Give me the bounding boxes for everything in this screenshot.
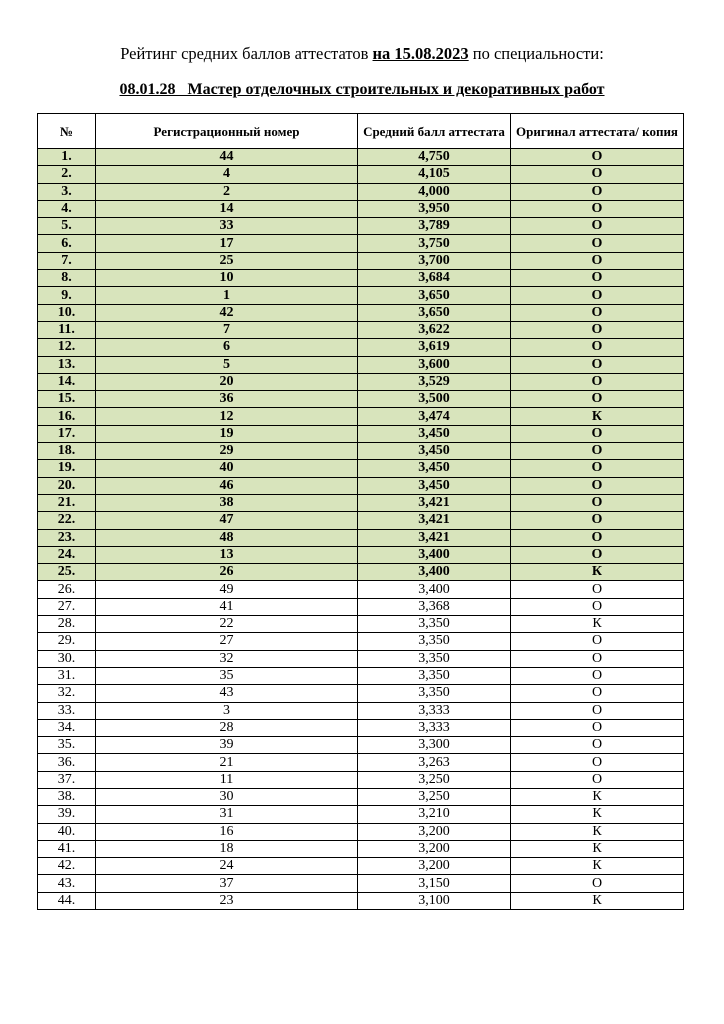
cell-average-score: 3,650 [358,304,511,321]
cell-original-copy: О [511,304,684,321]
cell-number: 3. [38,183,96,200]
cell-average-score: 3,150 [358,875,511,892]
cell-original-copy: О [511,166,684,183]
cell-reg-number: 21 [96,754,358,771]
cell-reg-number: 49 [96,581,358,598]
cell-average-score: 3,350 [358,685,511,702]
table-row [38,840,684,857]
cell-reg-number: 25 [96,252,358,269]
cell-original-copy: О [511,667,684,684]
cell-original-copy: О [511,598,684,615]
cell-number: 9. [38,287,96,304]
cell-average-score: 3,333 [358,702,511,719]
cell-reg-number: 35 [96,667,358,684]
cell-reg-number: 6 [96,339,358,356]
cell-average-score: 3,700 [358,252,511,269]
cell-average-score: 3,950 [358,200,511,217]
cell-average-score: 3,474 [358,408,511,425]
cell-reg-number: 23 [96,892,358,909]
cell-original-copy: О [511,719,684,736]
cell-number: 44. [38,892,96,909]
table-row [38,235,684,252]
cell-reg-number: 44 [96,149,358,166]
cell-number: 8. [38,270,96,287]
title-suffix: по специальности: [472,44,604,63]
cell-number: 35. [38,737,96,754]
table-row [38,875,684,892]
cell-original-copy: К [511,564,684,581]
cell-average-score: 3,200 [358,823,511,840]
cell-number: 4. [38,200,96,217]
cell-original-copy: О [511,875,684,892]
table-row [38,477,684,494]
cell-number: 38. [38,788,96,805]
table-row [38,598,684,615]
cell-reg-number: 46 [96,477,358,494]
column-header-original-copy: Оригинал аттестата/ копия [511,114,684,149]
table-row [38,304,684,321]
cell-number: 13. [38,356,96,373]
cell-original-copy: О [511,218,684,235]
table-row [38,391,684,408]
cell-original-copy: О [511,183,684,200]
cell-reg-number: 27 [96,633,358,650]
table-row [38,443,684,460]
cell-original-copy: К [511,616,684,633]
table-row [38,356,684,373]
cell-original-copy: О [511,702,684,719]
cell-average-score: 3,300 [358,737,511,754]
table-row [38,166,684,183]
cell-average-score: 3,450 [358,443,511,460]
cell-number: 27. [38,598,96,615]
cell-average-score: 3,368 [358,598,511,615]
title-prefix: Рейтинг средних баллов аттестатов [120,44,369,63]
cell-reg-number: 17 [96,235,358,252]
cell-reg-number: 24 [96,858,358,875]
cell-number: 25. [38,564,96,581]
table-row [38,771,684,788]
cell-original-copy: О [511,754,684,771]
column-header-number: № [38,114,96,149]
cell-number: 31. [38,667,96,684]
table-row [38,650,684,667]
table-row [38,200,684,217]
cell-original-copy: К [511,892,684,909]
cell-number: 19. [38,460,96,477]
table-row [38,806,684,823]
cell-number: 37. [38,771,96,788]
cell-original-copy: К [511,858,684,875]
cell-average-score: 3,619 [358,339,511,356]
cell-reg-number: 26 [96,564,358,581]
cell-number: 12. [38,339,96,356]
cell-average-score: 3,450 [358,460,511,477]
cell-original-copy: О [511,321,684,338]
cell-original-copy: О [511,494,684,511]
cell-original-copy: О [511,477,684,494]
cell-original-copy: К [511,840,684,857]
cell-average-score: 4,750 [358,149,511,166]
cell-original-copy: О [511,546,684,563]
table-row [38,321,684,338]
cell-reg-number: 3 [96,702,358,719]
cell-number: 42. [38,858,96,875]
cell-average-score: 3,529 [358,373,511,390]
cell-number: 18. [38,443,96,460]
cell-reg-number: 20 [96,373,358,390]
cell-number: 20. [38,477,96,494]
cell-reg-number: 14 [96,200,358,217]
cell-number: 41. [38,840,96,857]
cell-number: 5. [38,218,96,235]
cell-average-score: 3,684 [358,270,511,287]
cell-average-score: 3,200 [358,858,511,875]
cell-reg-number: 2 [96,183,358,200]
cell-average-score: 3,263 [358,754,511,771]
table-row [38,788,684,805]
table-row [38,581,684,598]
cell-number: 39. [38,806,96,823]
cell-reg-number: 43 [96,685,358,702]
cell-number: 33. [38,702,96,719]
cell-reg-number: 38 [96,494,358,511]
cell-reg-number: 4 [96,166,358,183]
table-row [38,425,684,442]
table-row [38,270,684,287]
cell-number: 22. [38,512,96,529]
cell-reg-number: 47 [96,512,358,529]
table-body [38,149,684,910]
cell-average-score: 3,421 [358,494,511,511]
cell-number: 24. [38,546,96,563]
cell-reg-number: 10 [96,270,358,287]
cell-reg-number: 18 [96,840,358,857]
table-row [38,546,684,563]
cell-number: 36. [38,754,96,771]
cell-average-score: 3,421 [358,529,511,546]
cell-reg-number: 42 [96,304,358,321]
cell-reg-number: 39 [96,737,358,754]
cell-average-score: 3,350 [358,650,511,667]
cell-number: 34. [38,719,96,736]
cell-average-score: 3,400 [358,581,511,598]
cell-original-copy: О [511,200,684,217]
cell-reg-number: 12 [96,408,358,425]
cell-average-score: 3,100 [358,892,511,909]
table-row [38,633,684,650]
table-row [38,616,684,633]
cell-original-copy: О [511,529,684,546]
table-row [38,702,684,719]
cell-reg-number: 29 [96,443,358,460]
cell-number: 14. [38,373,96,390]
cell-reg-number: 16 [96,823,358,840]
cell-original-copy: К [511,823,684,840]
cell-original-copy: О [511,356,684,373]
column-header-reg-number: Регистрационный номер [96,114,358,149]
table-header-row [38,114,684,149]
specialty-title: 08.01.28 Мастер отделочных строительных и декоративных работ [119,81,605,98]
table-row [38,529,684,546]
cell-number: 15. [38,391,96,408]
cell-average-score: 3,421 [358,512,511,529]
cell-number: 2. [38,166,96,183]
cell-average-score: 3,250 [358,771,511,788]
cell-number: 28. [38,616,96,633]
cell-original-copy: О [511,339,684,356]
cell-reg-number: 40 [96,460,358,477]
cell-original-copy: К [511,788,684,805]
cell-reg-number: 32 [96,650,358,667]
cell-number: 17. [38,425,96,442]
table-row [38,685,684,702]
cell-reg-number: 1 [96,287,358,304]
cell-reg-number: 5 [96,356,358,373]
cell-original-copy: О [511,373,684,390]
cell-number: 26. [38,581,96,598]
table-row [38,408,684,425]
cell-original-copy: О [511,771,684,788]
column-header-average-score: Средний балл аттестата [358,114,511,149]
cell-reg-number: 22 [96,616,358,633]
cell-original-copy: К [511,806,684,823]
cell-average-score: 3,210 [358,806,511,823]
cell-average-score: 3,622 [358,321,511,338]
cell-number: 23. [38,529,96,546]
cell-original-copy: О [511,650,684,667]
cell-number: 30. [38,650,96,667]
cell-average-score: 3,333 [358,719,511,736]
cell-original-copy: О [511,149,684,166]
cell-average-score: 3,600 [358,356,511,373]
cell-reg-number: 11 [96,771,358,788]
cell-reg-number: 19 [96,425,358,442]
table-row [38,667,684,684]
table-row [38,252,684,269]
rating-table [37,113,684,910]
table-row [38,823,684,840]
cell-average-score: 3,750 [358,235,511,252]
cell-reg-number: 30 [96,788,358,805]
cell-reg-number: 41 [96,598,358,615]
table-row [38,287,684,304]
cell-original-copy: О [511,270,684,287]
table-row [38,737,684,754]
cell-reg-number: 13 [96,546,358,563]
cell-original-copy: О [511,235,684,252]
table-row [38,183,684,200]
cell-number: 29. [38,633,96,650]
cell-average-score: 3,789 [358,218,511,235]
cell-original-copy: О [511,443,684,460]
cell-average-score: 4,000 [358,183,511,200]
cell-original-copy: О [511,581,684,598]
cell-reg-number: 33 [96,218,358,235]
table-row [38,149,684,166]
table-row [38,494,684,511]
cell-original-copy: О [511,512,684,529]
cell-average-score: 3,200 [358,840,511,857]
table-row [38,218,684,235]
cell-original-copy: О [511,633,684,650]
table-row [38,892,684,909]
cell-number: 16. [38,408,96,425]
table-row [38,564,684,581]
cell-reg-number: 31 [96,806,358,823]
cell-number: 40. [38,823,96,840]
cell-average-score: 3,250 [358,788,511,805]
cell-number: 21. [38,494,96,511]
cell-number: 43. [38,875,96,892]
cell-average-score: 3,350 [358,616,511,633]
cell-average-score: 4,105 [358,166,511,183]
table-row [38,754,684,771]
cell-original-copy: О [511,252,684,269]
page-title [0,44,724,64]
table-row [38,339,684,356]
cell-average-score: 3,400 [358,564,511,581]
cell-reg-number: 7 [96,321,358,338]
cell-original-copy: О [511,460,684,477]
cell-average-score: 3,350 [358,633,511,650]
table-row [38,460,684,477]
cell-average-score: 3,450 [358,477,511,494]
cell-number: 11. [38,321,96,338]
cell-original-copy: О [511,425,684,442]
cell-number: 32. [38,685,96,702]
cell-reg-number: 37 [96,875,358,892]
cell-original-copy: О [511,685,684,702]
cell-average-score: 3,500 [358,391,511,408]
table-row [38,512,684,529]
cell-original-copy: О [511,737,684,754]
cell-reg-number: 48 [96,529,358,546]
cell-number: 1. [38,149,96,166]
cell-average-score: 3,450 [358,425,511,442]
cell-average-score: 3,650 [358,287,511,304]
cell-average-score: 3,350 [358,667,511,684]
cell-number: 6. [38,235,96,252]
cell-average-score: 3,400 [358,546,511,563]
cell-original-copy: О [511,287,684,304]
title-date: на 15.08.2023 [372,44,469,63]
cell-reg-number: 28 [96,719,358,736]
table-row [38,858,684,875]
cell-original-copy: О [511,391,684,408]
cell-number: 10. [38,304,96,321]
cell-original-copy: К [511,408,684,425]
cell-number: 7. [38,252,96,269]
table-row [38,719,684,736]
table-row [38,373,684,390]
cell-reg-number: 36 [96,391,358,408]
